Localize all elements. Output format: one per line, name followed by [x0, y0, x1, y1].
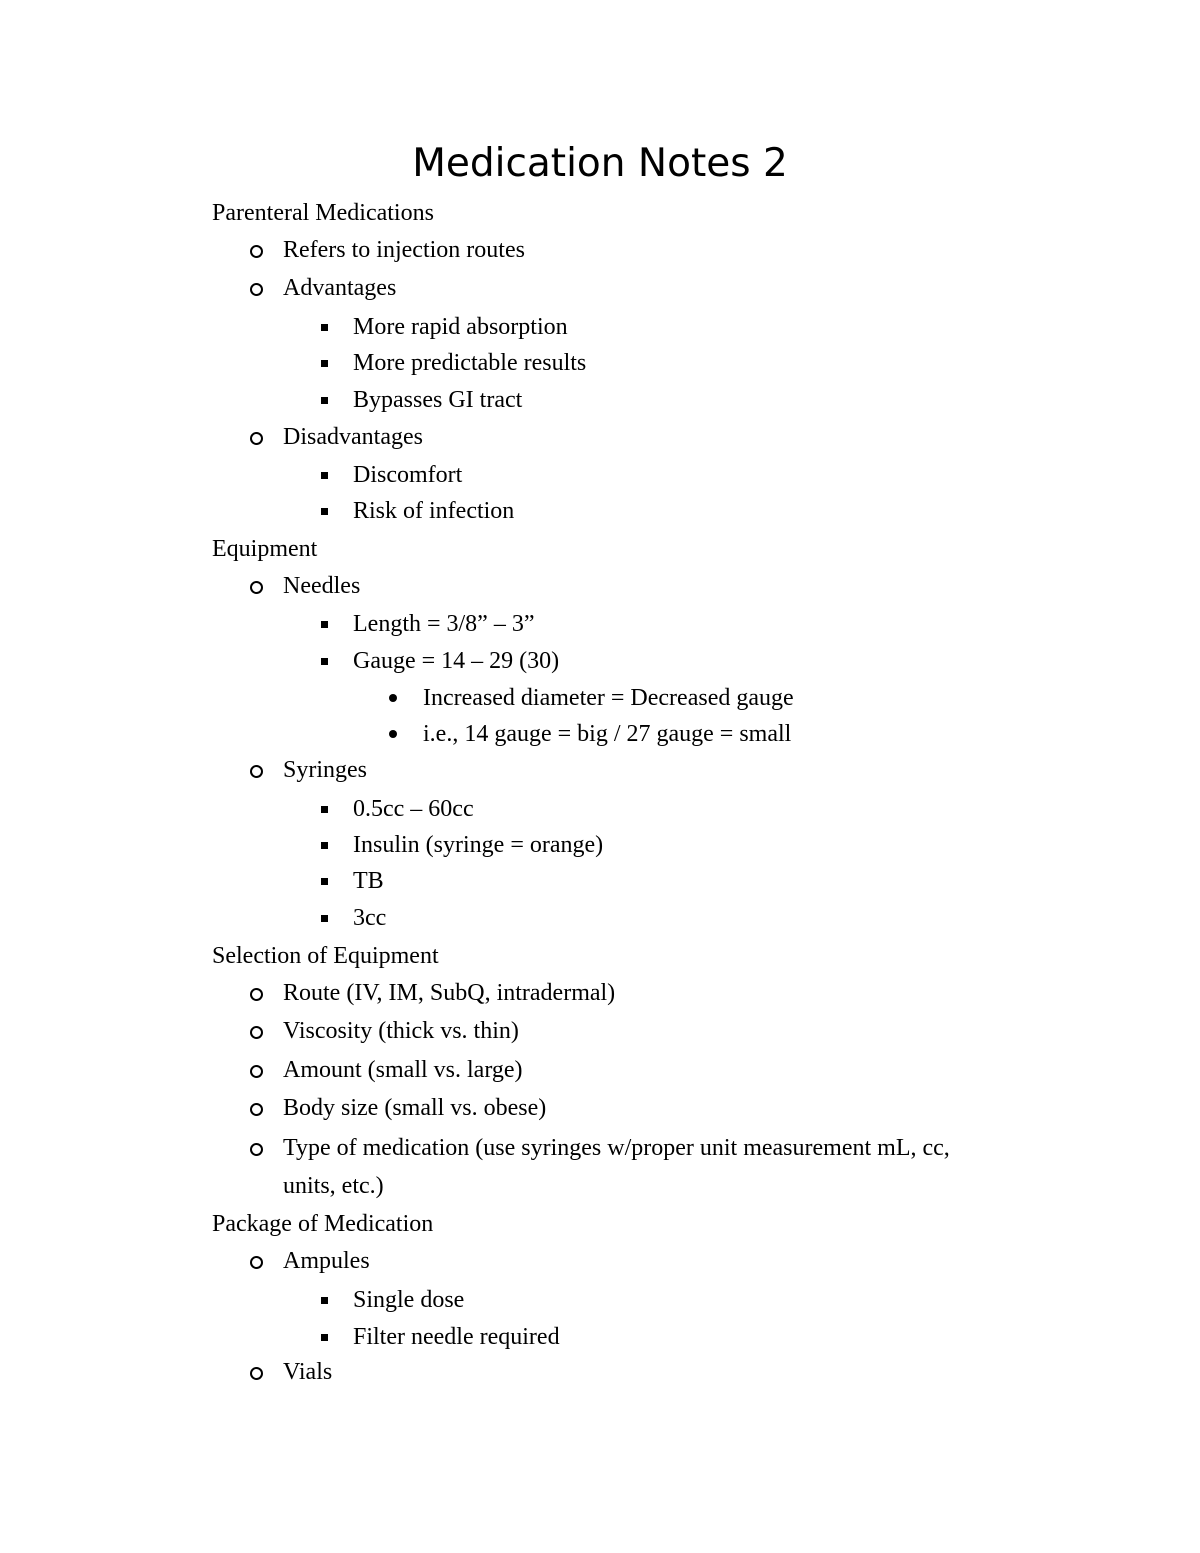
section-heading: Package of Medication	[212, 1211, 434, 1237]
square-bullet-icon	[321, 842, 328, 849]
list-item: Advantages	[283, 275, 397, 301]
square-bullet-icon	[321, 508, 328, 515]
hollow-circle-bullet-icon	[250, 765, 263, 778]
list-item: Increased diameter = Decreased gauge	[423, 685, 794, 711]
list-item: Disadvantages	[283, 424, 423, 450]
list-item: TB	[353, 868, 384, 894]
list-item: Amount (small vs. large)	[283, 1057, 523, 1083]
hollow-circle-bullet-icon	[250, 1103, 263, 1116]
list-item: Ampules	[283, 1248, 370, 1274]
list-item: Length = 3/8” – 3”	[353, 611, 535, 637]
list-item: 3cc	[353, 905, 387, 931]
square-bullet-icon	[321, 621, 328, 628]
list-item: Filter needle required	[353, 1324, 560, 1350]
list-item: units, etc.)	[283, 1173, 384, 1199]
square-bullet-icon	[321, 1334, 328, 1341]
list-item: Risk of infection	[353, 498, 515, 524]
hollow-circle-bullet-icon	[250, 581, 263, 594]
hollow-circle-bullet-icon	[250, 988, 263, 1001]
list-item: Bypasses GI tract	[353, 387, 523, 413]
document-title: Medication Notes 2	[412, 141, 788, 186]
hollow-circle-bullet-icon	[250, 283, 263, 296]
square-bullet-icon	[321, 658, 328, 665]
list-item: Viscosity (thick vs. thin)	[283, 1018, 519, 1044]
section-heading: Selection of Equipment	[212, 943, 439, 969]
hollow-circle-bullet-icon	[250, 1143, 263, 1156]
list-item: More predictable results	[353, 350, 587, 376]
hollow-circle-bullet-icon	[250, 1026, 263, 1039]
square-bullet-icon	[321, 324, 328, 331]
list-item: Body size (small vs. obese)	[283, 1095, 547, 1121]
square-bullet-icon	[321, 397, 328, 404]
section-heading: Parenteral Medications	[212, 200, 434, 226]
list-item: Syringes	[283, 757, 367, 783]
square-bullet-icon	[321, 806, 328, 813]
hollow-circle-bullet-icon	[250, 245, 263, 258]
list-item: Type of medication (use syringes w/proper unit measurement mL, cc,	[283, 1135, 950, 1161]
list-item: More rapid absorption	[353, 314, 568, 340]
square-bullet-icon	[321, 915, 328, 922]
dot-bullet-icon	[389, 730, 397, 738]
hollow-circle-bullet-icon	[250, 1256, 263, 1269]
hollow-circle-bullet-icon	[250, 1065, 263, 1078]
section-heading: Equipment	[212, 536, 318, 562]
list-item: Discomfort	[353, 462, 463, 488]
square-bullet-icon	[321, 472, 328, 479]
list-item: Refers to injection routes	[283, 237, 525, 263]
list-item: Vials	[283, 1359, 333, 1385]
dot-bullet-icon	[389, 694, 397, 702]
hollow-circle-bullet-icon	[250, 432, 263, 445]
list-item: Insulin (syringe = orange)	[353, 832, 604, 858]
list-item: i.e., 14 gauge = big / 27 gauge = small	[423, 721, 792, 747]
list-item: Single dose	[353, 1287, 465, 1313]
list-item: Needles	[283, 573, 361, 599]
square-bullet-icon	[321, 1297, 328, 1304]
square-bullet-icon	[321, 360, 328, 367]
list-item: Gauge = 14 – 29 (30)	[353, 648, 560, 674]
square-bullet-icon	[321, 878, 328, 885]
list-item: 0.5cc – 60cc	[353, 796, 474, 822]
list-item: Route (IV, IM, SubQ, intradermal)	[283, 980, 616, 1006]
hollow-circle-bullet-icon	[250, 1367, 263, 1380]
